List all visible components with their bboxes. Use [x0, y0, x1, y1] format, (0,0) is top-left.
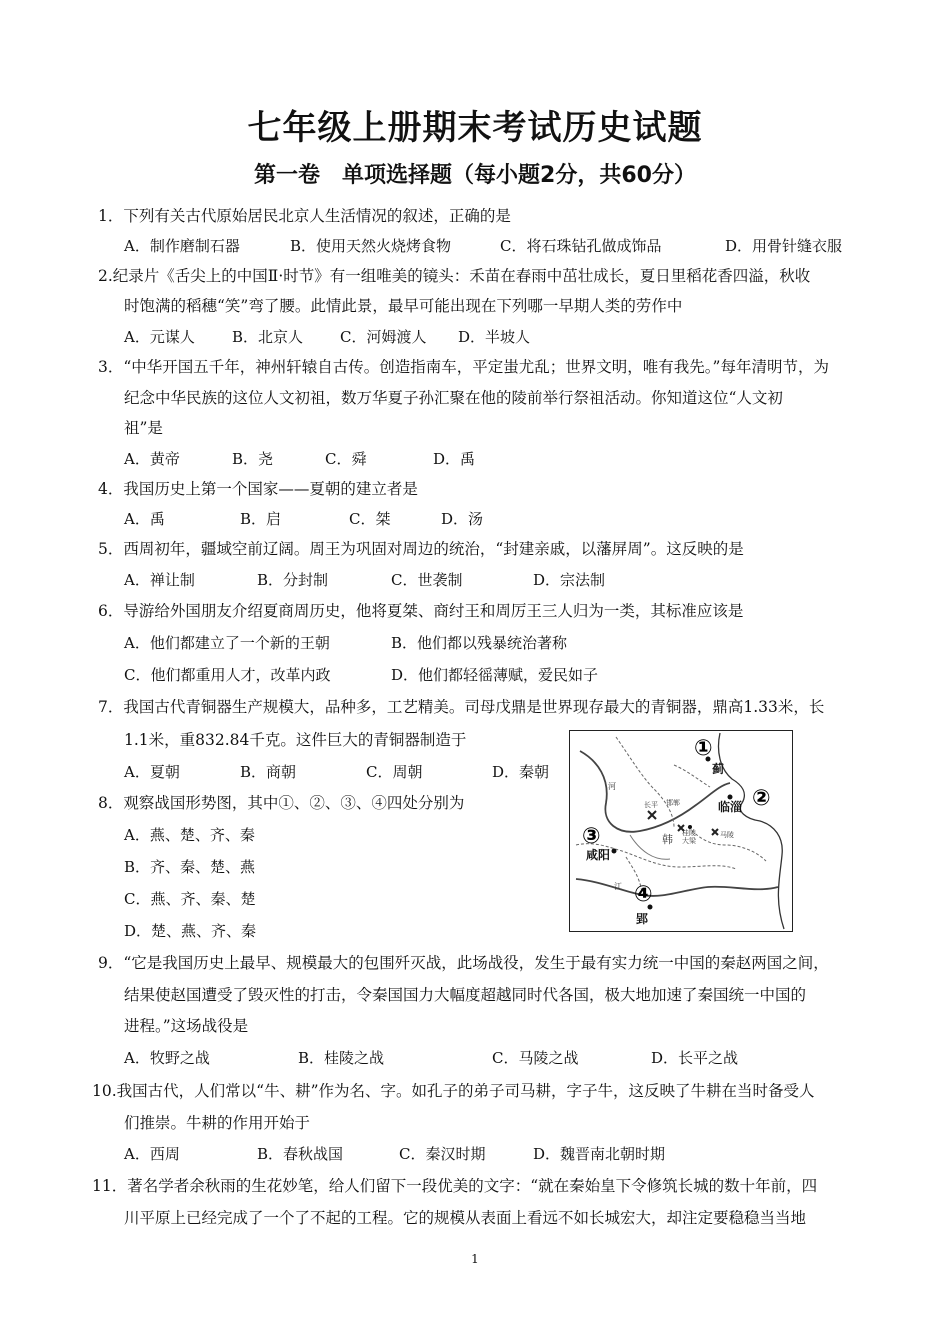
question-9-line-2: 结果使赵国遭受了毁灭性的打击，令秦国国力大幅度超越同时代各国，极大地加速了秦国统一中国的	[124, 986, 807, 1004]
marker-4: ④	[634, 882, 653, 907]
q1-option-d: D．用骨针缝衣服	[725, 237, 843, 255]
question-11-line-2: 川平原上已经完成了一个了不起的工程。它的规模从表面上看远不如长城宏大，却注定要稳稳当当地	[124, 1209, 807, 1227]
question-10-line-2: 们推崇。牛耕的作用开始于	[124, 1114, 311, 1132]
q1-option-c: C．将石珠钻孔做成饰品	[500, 237, 662, 255]
question-7-line-2: 1.1米，重832.84千克。这件巨大的青铜器制造于	[124, 731, 467, 749]
label-ying: 郢	[636, 912, 649, 926]
exam-title: 七年级上册期末考试历史试题	[247, 108, 703, 148]
q1-option-a: A．制作磨制石器	[124, 237, 240, 255]
q9-option-a: A．牧野之战	[124, 1049, 210, 1067]
state-border	[616, 737, 674, 827]
q10-option-d: D．魏晋南北朝时期	[533, 1145, 666, 1163]
q9-option-d: D．长平之战	[651, 1049, 739, 1067]
question-11-line-1: 11．著名学者余秋雨的生花妙笔，给人们留下一段优美的文字：“就在秦始皇下令修筑长城的数十年前，四	[92, 1177, 818, 1195]
q4-option-a: A．禹	[124, 510, 165, 528]
q1-option-b: B．使用天然火烧烤食物	[290, 237, 452, 255]
yangtze-river	[576, 879, 778, 896]
q9-option-c: C．马陵之战	[492, 1049, 579, 1067]
q5-option-b: B．分封制	[257, 571, 329, 589]
q7-option-a: A．夏朝	[124, 763, 180, 781]
question-8-stem: 8．观察战国形势图，其中①、②、③、④四处分别为	[98, 794, 465, 812]
q4-option-c: C．桀	[349, 510, 391, 528]
q4-option-b: B．启	[240, 510, 282, 528]
q3-option-d: D．禹	[433, 450, 476, 468]
question-9-line-3: 进程。”这场战役是	[124, 1017, 249, 1035]
marker-1: ①	[694, 736, 713, 761]
q3-option-a: A．黄帝	[124, 450, 180, 468]
label-han: 韩	[662, 833, 673, 846]
q2-option-c: C．河姆渡人	[340, 328, 427, 346]
q5-option-d: D．宗法制	[533, 571, 606, 589]
q4-option-d: D．汤	[441, 510, 484, 528]
question-10-line-1: 10.我国古代，人们常以“牛、耕”作为名、字。如孔子的弟子司马耕，字子牛，这反映了牛耕在当时备受人	[92, 1082, 815, 1100]
q10-option-c: C．秦汉时期	[399, 1145, 486, 1163]
q8-option-b: B．齐、秦、楚、燕	[124, 858, 256, 876]
question-1-stem: 1．下列有关古代原始居民北京人生活情况的叙述，正确的是	[98, 207, 511, 225]
q6-option-c: C．他们都重用人才，改革内政	[124, 666, 331, 684]
q2-option-b: B．北京人	[232, 328, 304, 346]
q3-option-b: B．尧	[232, 450, 274, 468]
q10-option-a: A．西周	[124, 1145, 180, 1163]
question-5-stem: 5．西周初年，疆域空前辽阔。周王为巩固对周边的统治，“封建亲戚，以藩屏周”。这反映的是	[98, 540, 744, 558]
q8-option-d: D．楚、燕、齐、秦	[124, 922, 257, 940]
label-river-he: 河	[608, 782, 616, 791]
question-2-line-1: 2.纪录片《舌尖上的中国Ⅱ·时节》有一组唯美的镜头：禾苗在春雨中茁壮成长，夏日里稻花香四溢，秋收	[98, 267, 811, 285]
question-2-line-2: 时饱满的稻穗“笑”弯了腰。此情此景，最早可能出现在下列哪一早期人类的劳作中	[124, 297, 683, 315]
page-number: 1	[471, 1252, 479, 1266]
label-linzi: 临淄	[718, 800, 743, 814]
q9-option-b: B．桂陵之战	[298, 1049, 385, 1067]
q6-option-d: D．他们都轻徭薄赋，爱民如子	[391, 666, 599, 684]
state-border	[674, 765, 710, 787]
label-handan: 邯郸	[666, 799, 680, 807]
q6-option-b: B．他们都以残暴统治著称	[391, 634, 568, 652]
q10-option-b: B．春秋战国	[257, 1145, 344, 1163]
warring-states-map	[569, 730, 793, 932]
section-heading: 第一卷 单项选择题（每小题2分，共60分）	[254, 163, 696, 188]
label-river-jiang: 江	[614, 882, 622, 891]
label-guiling: 桂陵	[682, 829, 696, 837]
question-9-line-1: 9．“它是我国历史上最早、规模最大的包围歼灭战，此场战役，发生于最有实力统一中国的秦赵两国之间，	[98, 954, 829, 972]
map-drawing	[570, 731, 792, 931]
marker-3: ③	[582, 824, 601, 849]
q8-option-a: A．燕、楚、齐、秦	[124, 826, 255, 844]
question-4-stem: 4．我国历史上第一个国家——夏朝的建立者是	[98, 480, 418, 498]
q7-option-c: C．周朝	[366, 763, 423, 781]
question-6-stem: 6．导游给外国朋友介绍夏商周历史，他将夏桀、商纣王和周厉王三人归为一类，其标准应该是	[98, 602, 744, 620]
marker-2: ②	[752, 786, 771, 811]
q5-option-c: C．世袭制	[391, 571, 463, 589]
q8-option-c: C．燕、齐、秦、楚	[124, 890, 256, 908]
label-maling: 马陵	[720, 831, 734, 839]
question-3-line-2: 纪念中华民族的这位人文初祖，数万华夏子孙汇聚在他的陵前举行祭祖活动。你知道这位“人文初	[124, 389, 783, 407]
label-daliang: 大梁	[682, 837, 696, 845]
q5-option-a: A．禅让制	[124, 571, 195, 589]
label-ji: 蓟	[712, 762, 725, 776]
q7-option-d: D．秦朝	[492, 763, 550, 781]
question-3-line-1: 3．“中华开国五千年，神州轩辕自古传。创造指南车，平定蚩尤乱；世界文明，唯有我先。”每年清明节，为	[98, 358, 829, 376]
q2-option-a: A．元谋人	[124, 328, 195, 346]
label-changping: 长平	[644, 801, 658, 809]
q3-option-c: C．舜	[325, 450, 367, 468]
label-xianyang: 咸阳	[586, 848, 611, 862]
yellow-river	[580, 751, 730, 832]
q2-option-d: D．半坡人	[458, 328, 531, 346]
question-3-line-3: 祖”是	[124, 419, 163, 437]
q7-option-b: B．商朝	[240, 763, 297, 781]
q6-option-a: A．他们都建立了一个新的王朝	[124, 634, 330, 652]
question-7-line-1: 7．我国古代青铜器生产规模大，品种多，工艺精美。司母戊鼎是世界现存最大的青铜器，鼎高1.33米，长	[98, 698, 825, 716]
